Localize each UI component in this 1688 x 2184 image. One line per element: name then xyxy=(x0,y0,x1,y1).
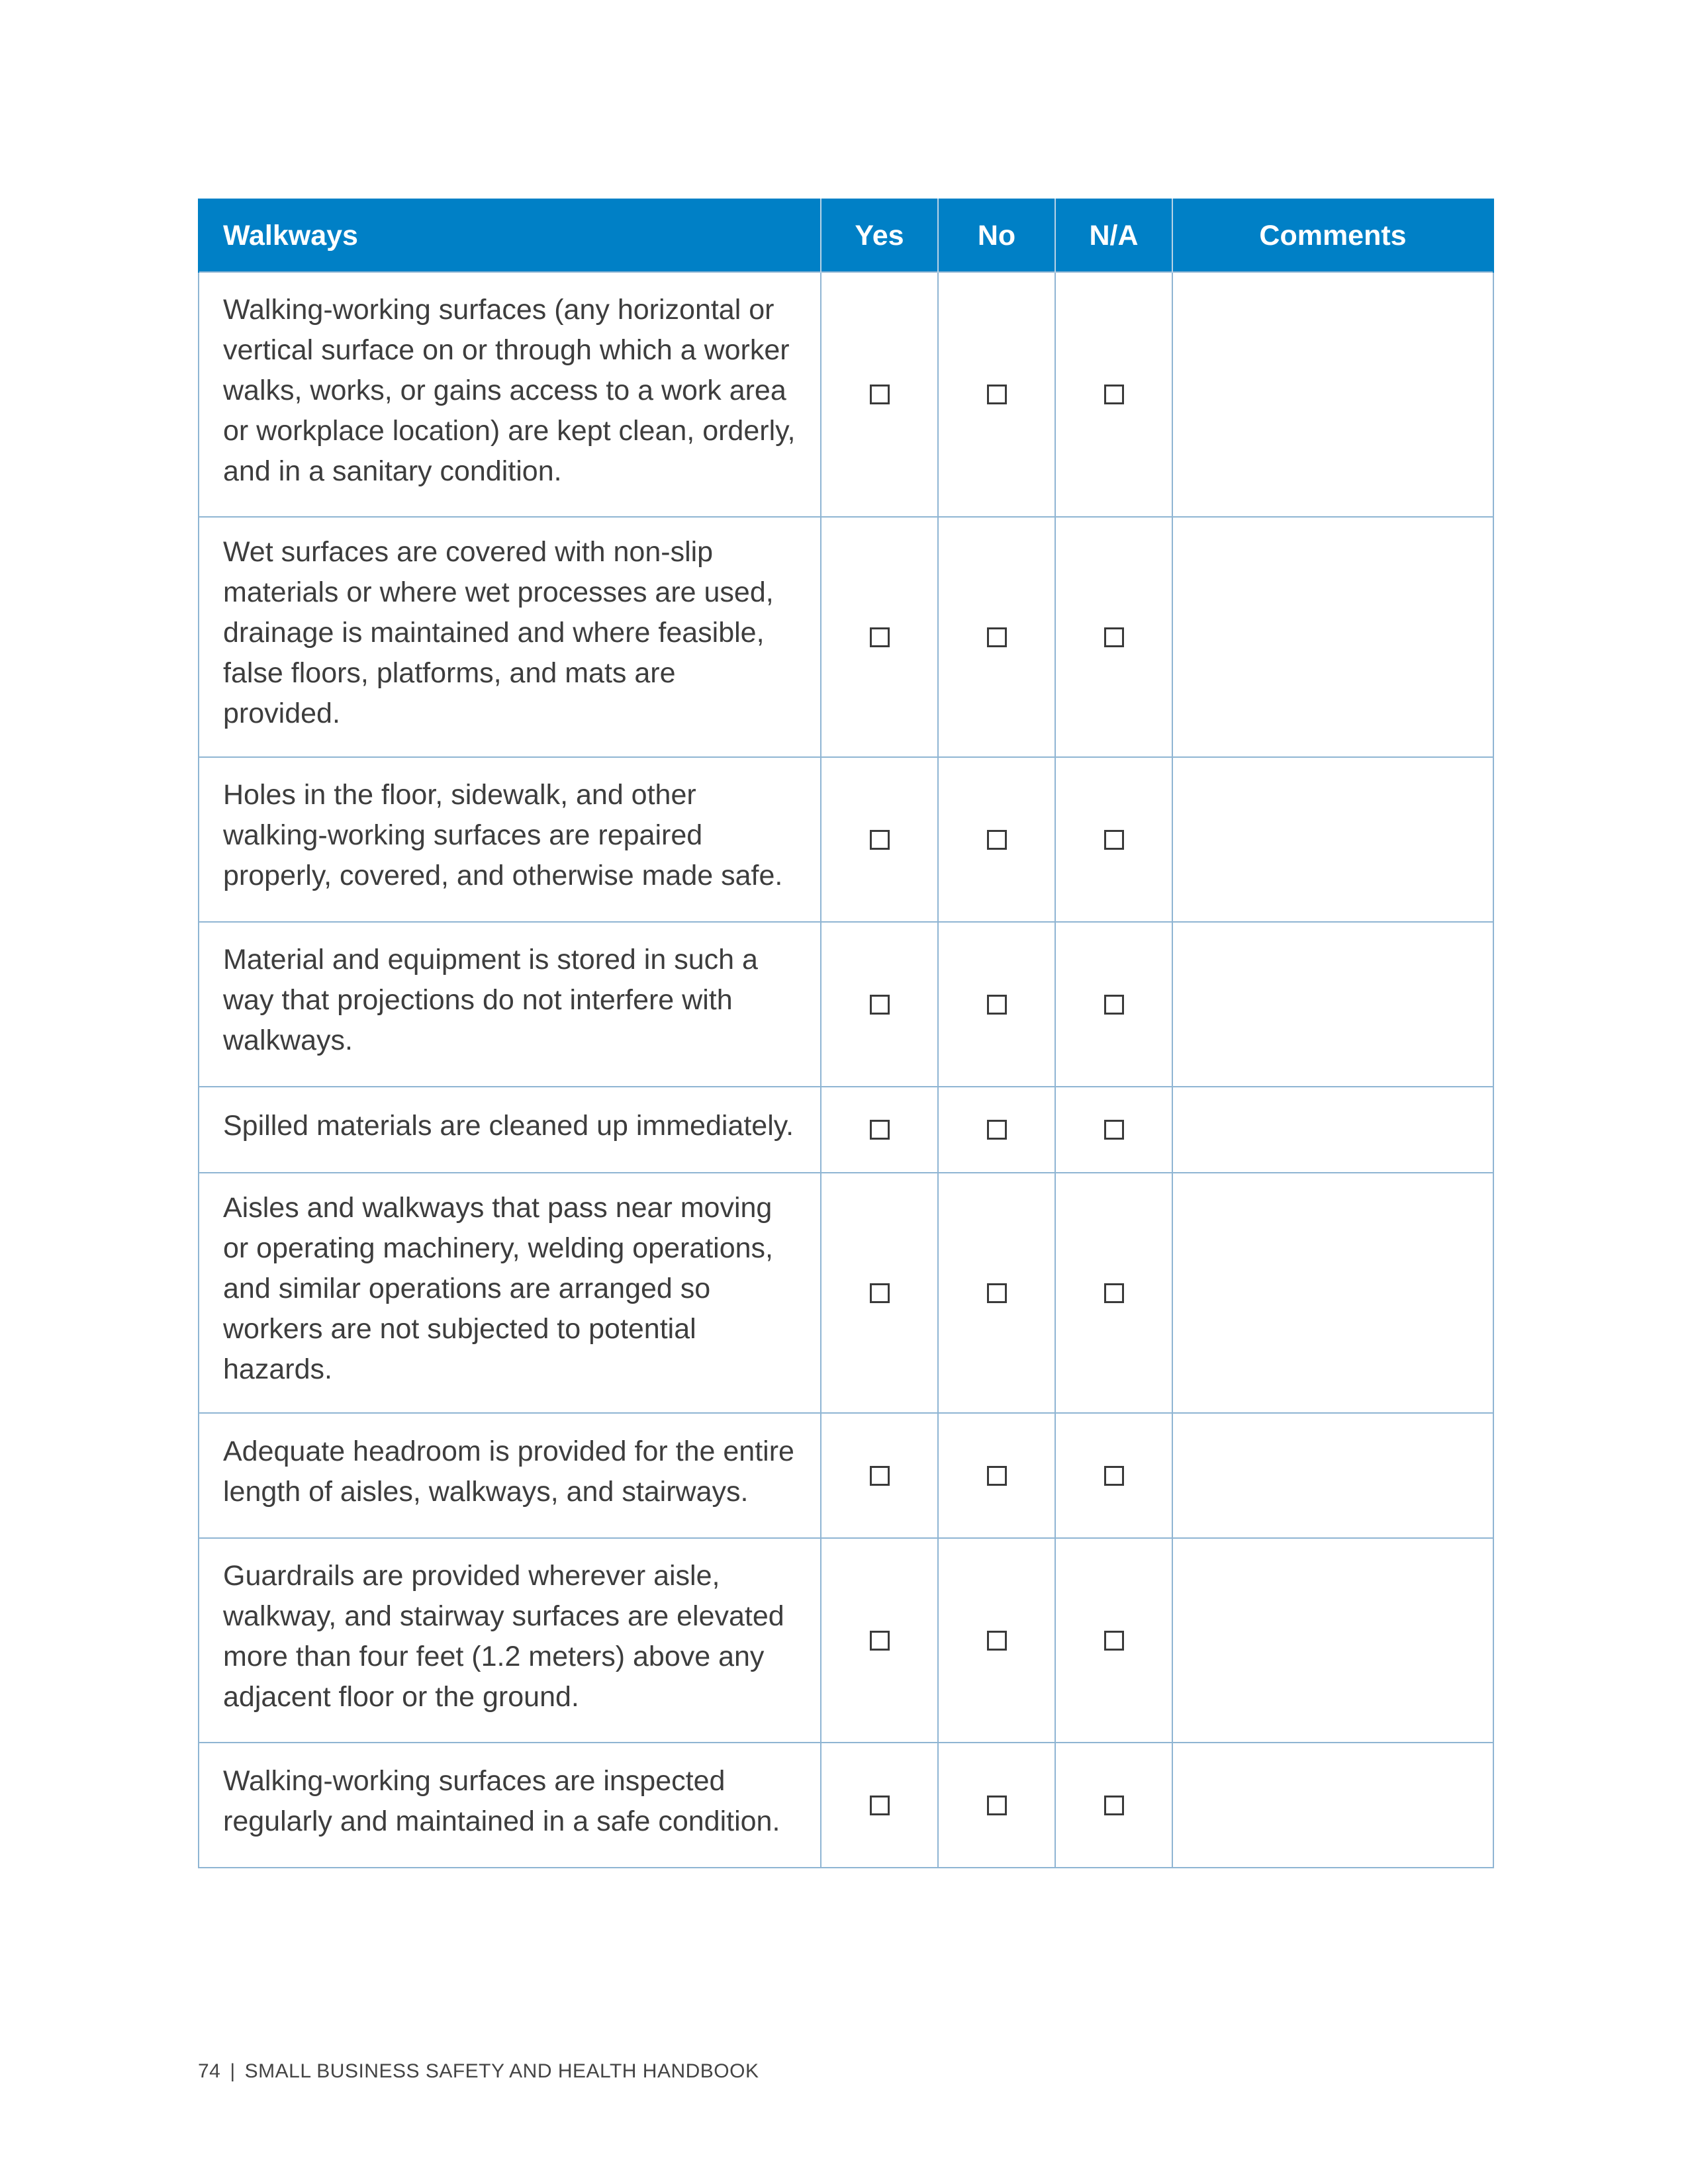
yes-cell xyxy=(821,922,938,1087)
yes-checkbox[interactable] xyxy=(870,995,890,1015)
no-checkbox[interactable] xyxy=(987,1466,1007,1486)
yes-cell xyxy=(821,1087,938,1173)
no-checkbox[interactable] xyxy=(987,385,1007,404)
no-cell xyxy=(938,1173,1055,1413)
comments-cell[interactable] xyxy=(1172,517,1493,757)
checklist-item-text: Spilled materials are cleaned up immediately. xyxy=(199,1087,821,1173)
no-checkbox[interactable] xyxy=(987,1283,1007,1303)
table-row xyxy=(199,1087,1493,1173)
checklist-item-text: Material and equipment is stored in such a way that projections do not interfere with walkways. xyxy=(199,922,821,1087)
table-row xyxy=(199,1743,1493,1868)
na-checkbox[interactable] xyxy=(1104,627,1124,647)
na-cell xyxy=(1055,922,1172,1087)
table-row xyxy=(199,272,1493,517)
table-row xyxy=(199,1413,1493,1538)
no-cell xyxy=(938,1413,1055,1538)
table-row xyxy=(199,922,1493,1087)
no-cell xyxy=(938,1743,1055,1868)
no-cell xyxy=(938,922,1055,1087)
yes-checkbox[interactable] xyxy=(870,830,890,850)
table-row xyxy=(199,517,1493,757)
checklist-item-text: Holes in the floor, sidewalk, and other walking-working surfaces are repaired properly, covered, and otherwise made safe. xyxy=(199,757,821,922)
checklist-item-text: Walking-working surfaces (any horizontal or vertical surface on or through which a worker walks, works, or gains access to a work area or workplace location) are kept clean, orderly, and in a sanitary condition. xyxy=(199,272,821,517)
comments-cell[interactable] xyxy=(1172,1743,1493,1868)
table-row xyxy=(199,1173,1493,1413)
header-yes: Yes xyxy=(821,199,938,272)
yes-checkbox[interactable] xyxy=(870,1631,890,1651)
no-checkbox[interactable] xyxy=(987,995,1007,1015)
yes-checkbox[interactable] xyxy=(870,1283,890,1303)
comments-cell[interactable] xyxy=(1172,1538,1493,1743)
header-no: No xyxy=(938,199,1055,272)
na-cell xyxy=(1055,1087,1172,1173)
footer-separator: | xyxy=(230,2060,236,2082)
comments-cell[interactable] xyxy=(1172,1413,1493,1538)
comments-cell[interactable] xyxy=(1172,272,1493,517)
na-cell xyxy=(1055,1743,1172,1868)
no-checkbox[interactable] xyxy=(987,1631,1007,1651)
na-cell xyxy=(1055,517,1172,757)
no-checkbox[interactable] xyxy=(987,830,1007,850)
yes-cell xyxy=(821,1538,938,1743)
no-cell xyxy=(938,517,1055,757)
na-checkbox[interactable] xyxy=(1104,1631,1124,1651)
na-cell xyxy=(1055,272,1172,517)
page-number: 74 xyxy=(198,2060,221,2082)
no-checkbox[interactable] xyxy=(987,1120,1007,1140)
no-cell xyxy=(938,1538,1055,1743)
checklist-item-text: Walking-working surfaces are inspected regularly and maintained in a safe condition. xyxy=(199,1743,821,1868)
checklist-item-text: Guardrails are provided wherever aisle, walkway, and stairway surfaces are elevated more than four feet (1.2 meters) above any adjacent floor or the ground. xyxy=(199,1538,821,1743)
page-footer xyxy=(198,2060,759,2083)
checklist-item-text: Wet surfaces are covered with non-slip materials or where wet processes are used, drainage is maintained and where feasible, false floors, platforms, and mats are provided. xyxy=(199,517,821,757)
na-cell xyxy=(1055,1538,1172,1743)
na-checkbox[interactable] xyxy=(1104,385,1124,404)
na-checkbox[interactable] xyxy=(1104,1466,1124,1486)
yes-cell xyxy=(821,1413,938,1538)
yes-checkbox[interactable] xyxy=(870,627,890,647)
no-checkbox[interactable] xyxy=(987,627,1007,647)
no-cell xyxy=(938,272,1055,517)
header-walkways: Walkways xyxy=(199,199,821,272)
yes-checkbox[interactable] xyxy=(870,1466,890,1486)
na-checkbox[interactable] xyxy=(1104,1120,1124,1140)
yes-cell xyxy=(821,1743,938,1868)
na-checkbox[interactable] xyxy=(1104,995,1124,1015)
yes-cell xyxy=(821,272,938,517)
checklist-item-text: Adequate headroom is provided for the entire length of aisles, walkways, and stairways. xyxy=(199,1413,821,1538)
header-na: N/A xyxy=(1055,199,1172,272)
comments-cell[interactable] xyxy=(1172,1173,1493,1413)
yes-checkbox[interactable] xyxy=(870,1120,890,1140)
yes-checkbox[interactable] xyxy=(870,385,890,404)
walkways-checklist-table xyxy=(198,199,1494,1868)
na-checkbox[interactable] xyxy=(1104,1796,1124,1815)
yes-cell xyxy=(821,1173,938,1413)
comments-cell[interactable] xyxy=(1172,757,1493,922)
na-cell xyxy=(1055,757,1172,922)
na-cell xyxy=(1055,1173,1172,1413)
na-cell xyxy=(1055,1413,1172,1538)
na-checkbox[interactable] xyxy=(1104,1283,1124,1303)
footer-title: SMALL BUSINESS SAFETY AND HEALTH HANDBOOK xyxy=(244,2060,759,2082)
table-row xyxy=(199,1538,1493,1743)
na-checkbox[interactable] xyxy=(1104,830,1124,850)
checklist-item-text: Aisles and walkways that pass near moving or operating machinery, welding operations, and similar operations are arranged so workers are not subjected to potential hazards. xyxy=(199,1173,821,1413)
table-row xyxy=(199,757,1493,922)
yes-cell xyxy=(821,757,938,922)
comments-cell[interactable] xyxy=(1172,922,1493,1087)
no-cell xyxy=(938,757,1055,922)
table-header-row xyxy=(199,199,1493,272)
comments-cell[interactable] xyxy=(1172,1087,1493,1173)
no-checkbox[interactable] xyxy=(987,1796,1007,1815)
yes-checkbox[interactable] xyxy=(870,1796,890,1815)
no-cell xyxy=(938,1087,1055,1173)
header-comments: Comments xyxy=(1172,199,1493,272)
yes-cell xyxy=(821,517,938,757)
